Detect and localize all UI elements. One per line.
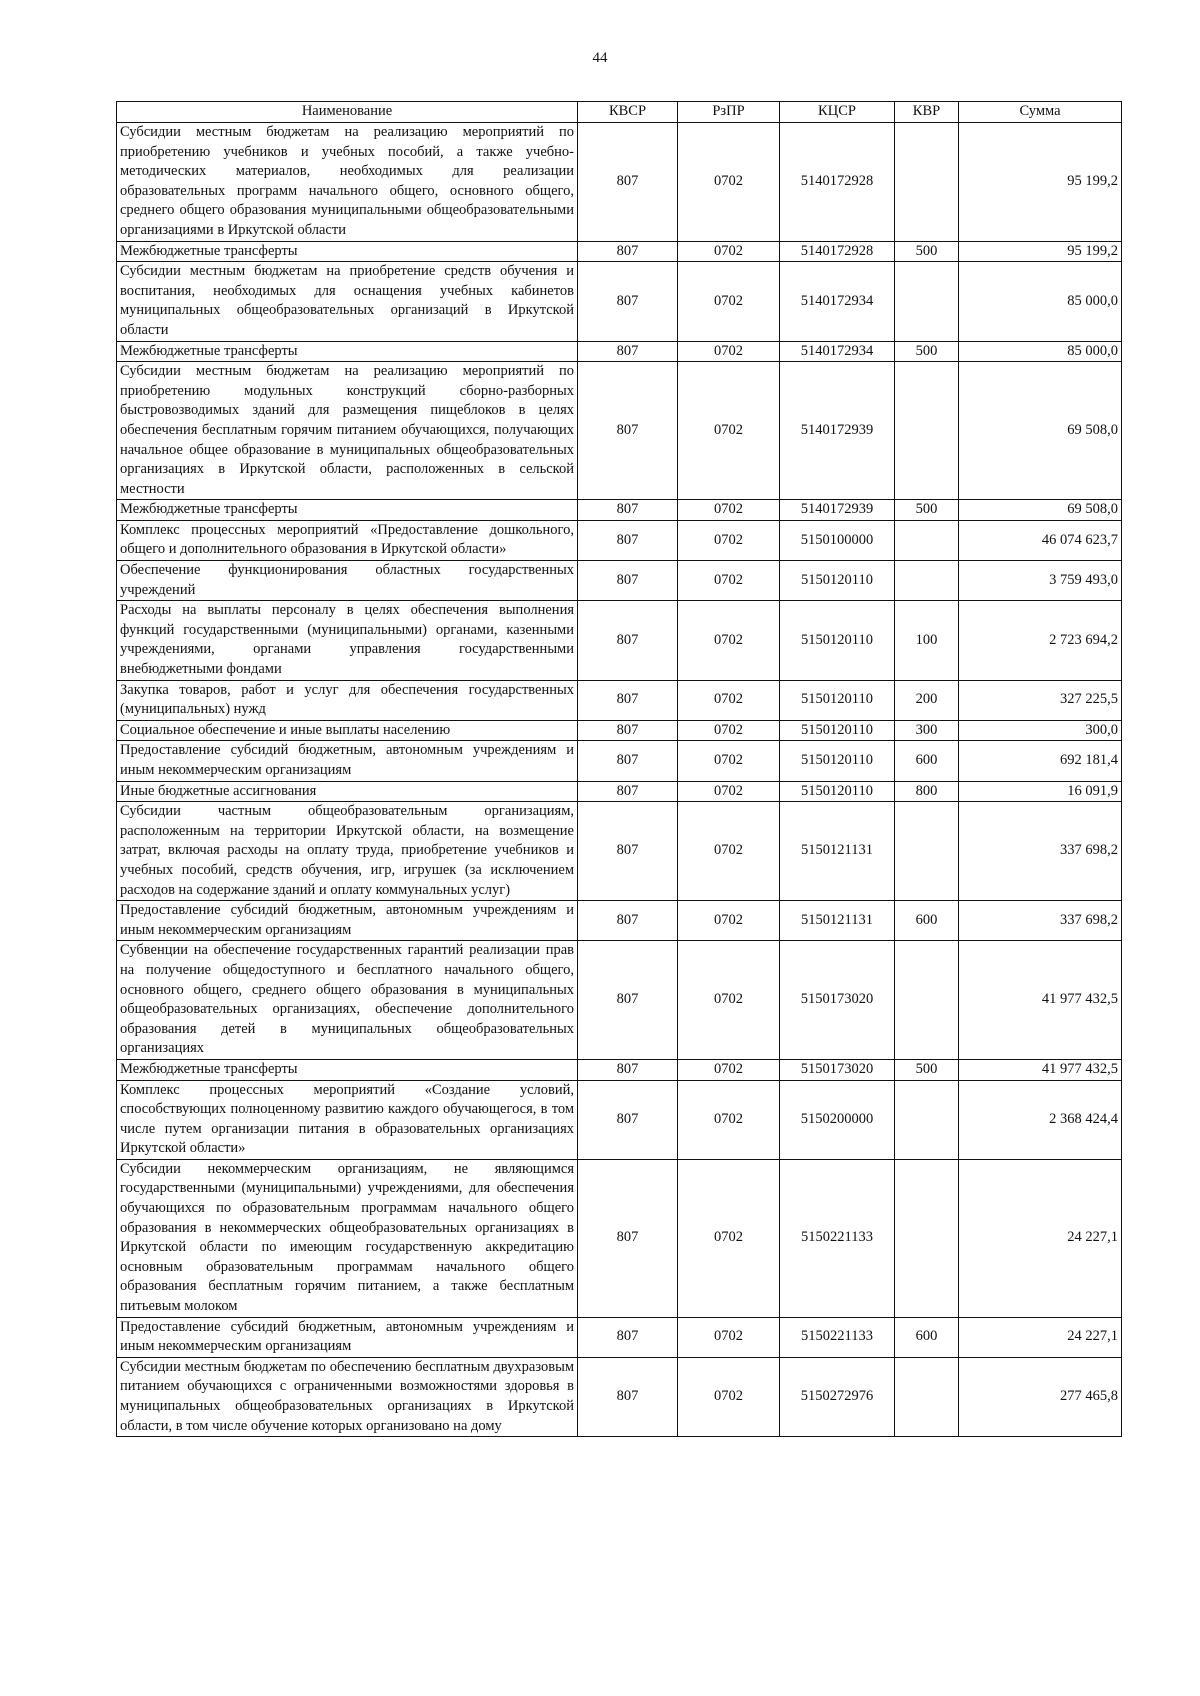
row-kvr: 600 — [895, 741, 959, 781]
row-kcsr: 5150120110 — [780, 680, 895, 720]
row-name: Предоставление субсидий бюджетным, автономным учреждениям и иным некоммерческим организациям — [117, 901, 578, 941]
table-row — [117, 561, 1122, 601]
row-kvr — [895, 941, 959, 1060]
row-kvr — [895, 520, 959, 560]
row-name: Субсидии местным бюджетам на приобретение средств обучения и воспитания, необходимых для оснащения учебных кабинетов муниципальных общеобразовательных организаций в Иркутской области — [117, 262, 578, 341]
table-row — [117, 802, 1122, 901]
row-rzpr: 0702 — [678, 362, 780, 500]
row-kcsr: 5150221133 — [780, 1159, 895, 1317]
row-name: Иные бюджетные ассигнования — [117, 781, 578, 802]
row-rzpr: 0702 — [678, 941, 780, 1060]
row-kvsr: 807 — [578, 561, 678, 601]
row-kvsr: 807 — [578, 123, 678, 242]
row-kvsr: 807 — [578, 680, 678, 720]
page-number: 44 — [592, 50, 608, 66]
row-name: Субсидии местным бюджетам на реализацию мероприятий по приобретению учебников и учебных пособий, а также учебно-методических материалов, необходимых для реализации образовательных программ начального общего, основного общего, среднего общего образования муниципальными общеобразовательными организациями в Иркутской области — [117, 123, 578, 242]
row-kcsr: 5150200000 — [780, 1080, 895, 1159]
row-kvsr: 807 — [578, 262, 678, 341]
row-kvr — [895, 123, 959, 242]
row-rzpr: 0702 — [678, 781, 780, 802]
table-row — [117, 1317, 1122, 1357]
row-kvsr: 807 — [578, 1317, 678, 1357]
row-kvsr: 807 — [578, 802, 678, 901]
row-kcsr: 5140172928 — [780, 241, 895, 262]
row-rzpr: 0702 — [678, 1080, 780, 1159]
table-row — [117, 781, 1122, 802]
table-row — [117, 680, 1122, 720]
row-rzpr: 0702 — [678, 123, 780, 242]
row-sum: 69 508,0 — [959, 362, 1122, 500]
row-name: Субсидии местным бюджетам по обеспечению бесплатным двухразовым питанием обучающихся с ограниченными возможностями здоровья в муниципальных общеобразовательных организациях в Иркутской области, в том числе обучение которых организовано на дому — [117, 1357, 578, 1436]
row-kcsr: 5150120110 — [780, 561, 895, 601]
row-name: Субсидии некоммерческим организациям, не являющимся государственными (муниципальными) учреждениями, для обеспечения обучающихся по образовательным программам начального общего образования в некоммерческих общеобразовательных организациях в Иркутской области по имеющим государственную аккредитацию основным образовательным программам начального общего образования бесплатным горячим питанием, а также бесплатным питьевым молоком — [117, 1159, 578, 1317]
row-sum: 41 977 432,5 — [959, 941, 1122, 1060]
table-row — [117, 362, 1122, 500]
table-row — [117, 901, 1122, 941]
row-rzpr: 0702 — [678, 802, 780, 901]
row-rzpr: 0702 — [678, 1059, 780, 1080]
row-kvr: 100 — [895, 601, 959, 680]
row-name: Расходы на выплаты персоналу в целях обеспечения выполнения функций государственными (муниципальными) органами, казенными учреждениями, органами управления государственными внебюджетными фондами — [117, 601, 578, 680]
row-rzpr: 0702 — [678, 741, 780, 781]
row-kcsr: 5140172934 — [780, 341, 895, 362]
table-row — [117, 500, 1122, 521]
header-kcsr: КЦСР — [780, 102, 895, 123]
row-kcsr: 5150173020 — [780, 941, 895, 1060]
row-rzpr: 0702 — [678, 1317, 780, 1357]
row-kvr: 500 — [895, 341, 959, 362]
row-sum: 16 091,9 — [959, 781, 1122, 802]
row-kvr: 500 — [895, 500, 959, 521]
row-rzpr: 0702 — [678, 720, 780, 741]
row-kvr — [895, 262, 959, 341]
row-sum: 95 199,2 — [959, 123, 1122, 242]
row-sum: 300,0 — [959, 720, 1122, 741]
table-row — [117, 741, 1122, 781]
table-row — [117, 720, 1122, 741]
row-rzpr: 0702 — [678, 1159, 780, 1317]
header-kvr: КВР — [895, 102, 959, 123]
row-kvr: 500 — [895, 1059, 959, 1080]
row-kvsr: 807 — [578, 1059, 678, 1080]
row-name: Межбюджетные трансферты — [117, 500, 578, 521]
table-row — [117, 1080, 1122, 1159]
row-sum: 24 227,1 — [959, 1159, 1122, 1317]
table-row — [117, 941, 1122, 1060]
row-kcsr: 5150120110 — [780, 741, 895, 781]
row-name: Предоставление субсидий бюджетным, автономным учреждениям и иным некоммерческим организациям — [117, 741, 578, 781]
table-row — [117, 601, 1122, 680]
row-rzpr: 0702 — [678, 680, 780, 720]
row-kvr — [895, 1159, 959, 1317]
row-rzpr: 0702 — [678, 520, 780, 560]
row-kvsr: 807 — [578, 601, 678, 680]
header-name: Наименование — [117, 102, 578, 123]
row-kvsr: 807 — [578, 720, 678, 741]
row-kvsr: 807 — [578, 741, 678, 781]
row-kvr: 500 — [895, 241, 959, 262]
row-rzpr: 0702 — [678, 262, 780, 341]
row-sum: 85 000,0 — [959, 341, 1122, 362]
row-kvsr: 807 — [578, 241, 678, 262]
row-sum: 327 225,5 — [959, 680, 1122, 720]
budget-table — [116, 101, 1122, 1437]
row-kvr: 600 — [895, 901, 959, 941]
row-name: Межбюджетные трансферты — [117, 241, 578, 262]
table-row — [117, 262, 1122, 341]
row-sum: 337 698,2 — [959, 901, 1122, 941]
row-name: Межбюджетные трансферты — [117, 341, 578, 362]
row-kvsr: 807 — [578, 1080, 678, 1159]
row-kcsr: 5150173020 — [780, 1059, 895, 1080]
table-row — [117, 341, 1122, 362]
row-rzpr: 0702 — [678, 561, 780, 601]
row-kcsr: 5140172928 — [780, 123, 895, 242]
row-name: Комплекс процессных мероприятий «Предоставление дошкольного, общего и дополнительного образования в Иркутской области» — [117, 520, 578, 560]
row-sum: 46 074 623,7 — [959, 520, 1122, 560]
table-row — [117, 1059, 1122, 1080]
row-kvsr: 807 — [578, 1159, 678, 1317]
table-row — [117, 123, 1122, 242]
row-rzpr: 0702 — [678, 901, 780, 941]
row-sum: 2 368 424,4 — [959, 1080, 1122, 1159]
row-kcsr: 5150120110 — [780, 601, 895, 680]
row-kcsr: 5150221133 — [780, 1317, 895, 1357]
row-kcsr: 5150100000 — [780, 520, 895, 560]
row-kvsr: 807 — [578, 500, 678, 521]
row-name: Закупка товаров, работ и услуг для обеспечения государственных (муниципальных) нужд — [117, 680, 578, 720]
row-kcsr: 5150121131 — [780, 901, 895, 941]
row-kvr — [895, 561, 959, 601]
row-kvr: 600 — [895, 1317, 959, 1357]
row-kvsr: 807 — [578, 901, 678, 941]
row-kcsr: 5140172939 — [780, 500, 895, 521]
row-kvr — [895, 362, 959, 500]
row-kvsr: 807 — [578, 1357, 678, 1436]
row-kvr — [895, 802, 959, 901]
row-sum: 85 000,0 — [959, 262, 1122, 341]
row-sum: 337 698,2 — [959, 802, 1122, 901]
table-row — [117, 520, 1122, 560]
row-sum: 2 723 694,2 — [959, 601, 1122, 680]
row-kcsr: 5150120110 — [780, 720, 895, 741]
row-kvsr: 807 — [578, 781, 678, 802]
row-kcsr: 5150121131 — [780, 802, 895, 901]
row-rzpr: 0702 — [678, 601, 780, 680]
row-rzpr: 0702 — [678, 1357, 780, 1436]
table-row — [117, 241, 1122, 262]
row-name: Социальное обеспечение и иные выплаты населению — [117, 720, 578, 741]
row-kcsr: 5150272976 — [780, 1357, 895, 1436]
table-row — [117, 1159, 1122, 1317]
table-header-row — [117, 102, 1122, 123]
row-rzpr: 0702 — [678, 500, 780, 521]
header-kvsr: КВСР — [578, 102, 678, 123]
row-kcsr: 5140172934 — [780, 262, 895, 341]
row-kvr: 200 — [895, 680, 959, 720]
table-body — [117, 123, 1122, 1437]
row-kvsr: 807 — [578, 341, 678, 362]
row-kcsr: 5150120110 — [780, 781, 895, 802]
row-name: Субсидии местным бюджетам на реализацию мероприятий по приобретению модульных конструкций сборно-разборных быстровозводимых зданий для размещения пищеблоков в целях обеспечения бесплатным горячим питанием обучающихся, получающих начальное общее образование в муниципальных общеобразовательных организациях в Иркутской области, расположенных в сельской местности — [117, 362, 578, 500]
row-name: Субсидии частным общеобразовательным организациям, расположенным на территории Иркутской области, на возмещение затрат, включая расходы на оплату труда, приобретение учебников и учебных пособий, средств обучения, игр, игрушек (за исключением расходов на содержание зданий и оплату коммунальных услуг) — [117, 802, 578, 901]
row-kvsr: 807 — [578, 520, 678, 560]
row-kvr — [895, 1080, 959, 1159]
row-sum: 69 508,0 — [959, 500, 1122, 521]
row-kvr: 300 — [895, 720, 959, 741]
row-name: Межбюджетные трансферты — [117, 1059, 578, 1080]
row-sum: 692 181,4 — [959, 741, 1122, 781]
row-sum: 3 759 493,0 — [959, 561, 1122, 601]
row-name: Субвенции на обеспечение государственных гарантий реализации прав на получение общедоступного и бесплатного начального общего, основного общего, среднего общего образования в муниципальных общеобразовательных организациях, обеспечение дополнительного образования детей в муниципальных общеобразовательных организациях — [117, 941, 578, 1060]
row-rzpr: 0702 — [678, 241, 780, 262]
header-rzpr: РзПР — [678, 102, 780, 123]
row-name: Предоставление субсидий бюджетным, автономным учреждениям и иным некоммерческим организациям — [117, 1317, 578, 1357]
row-kvr: 800 — [895, 781, 959, 802]
row-kvr — [895, 1357, 959, 1436]
row-name: Комплекс процессных мероприятий «Создание условий, способствующих полноценному развитию каждого обучающегося, в том числе путем организации питания в образовательных организациях Иркутской области» — [117, 1080, 578, 1159]
table-row — [117, 1357, 1122, 1436]
header-sum: Сумма — [959, 102, 1122, 123]
row-kvsr: 807 — [578, 362, 678, 500]
row-name: Обеспечение функционирования областных государственных учреждений — [117, 561, 578, 601]
row-kvsr: 807 — [578, 941, 678, 1060]
row-rzpr: 0702 — [678, 341, 780, 362]
row-sum: 277 465,8 — [959, 1357, 1122, 1436]
row-kcsr: 5140172939 — [780, 362, 895, 500]
row-sum: 95 199,2 — [959, 241, 1122, 262]
row-sum: 41 977 432,5 — [959, 1059, 1122, 1080]
row-sum: 24 227,1 — [959, 1317, 1122, 1357]
